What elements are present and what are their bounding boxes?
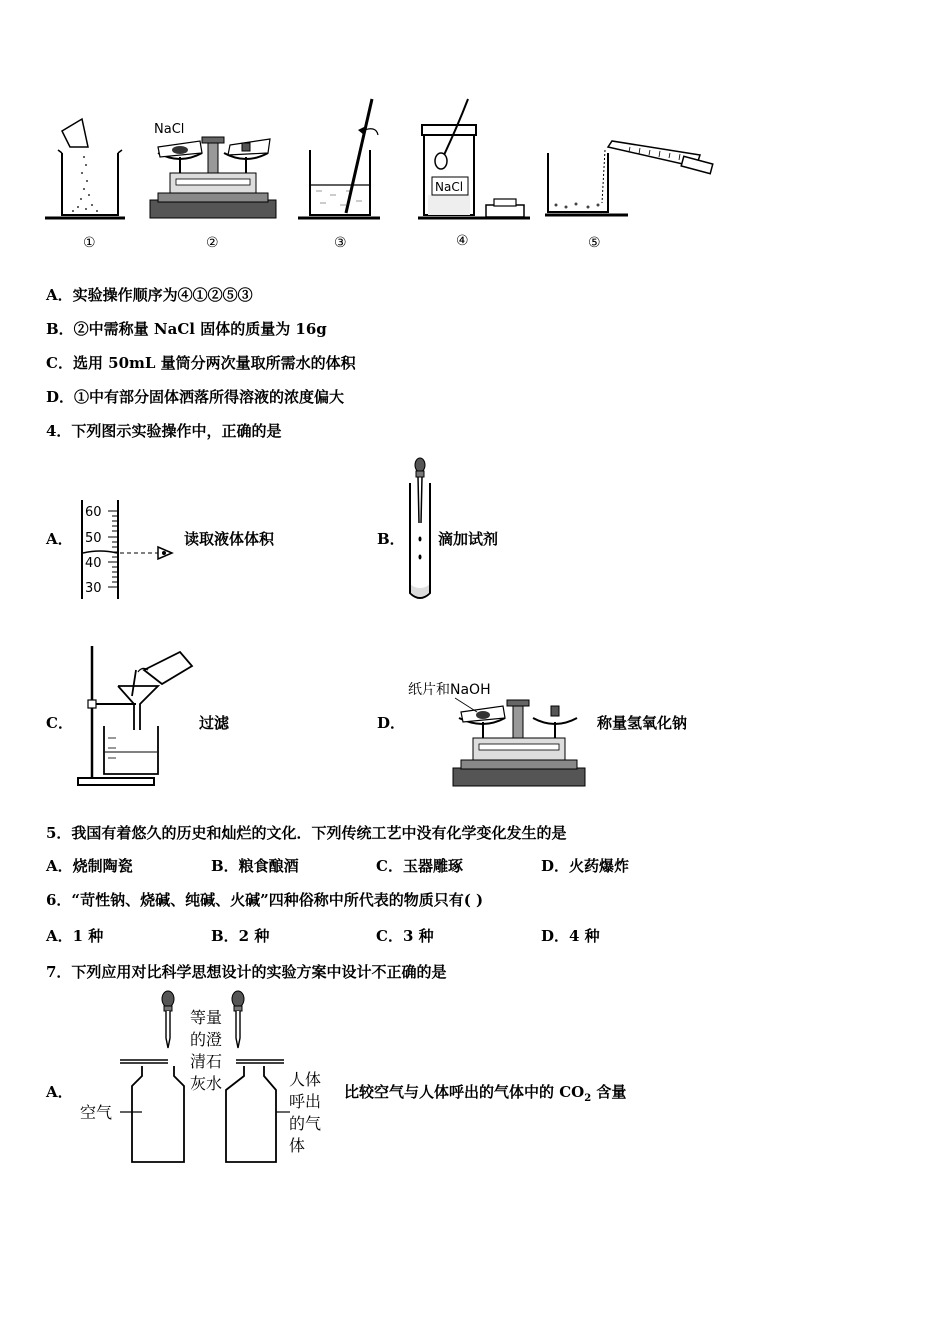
q4-b-caption: 滴加试剂	[438, 530, 499, 548]
q5-option-a: A．烧制陶瓷	[46, 857, 133, 875]
filtration-figure	[76, 640, 198, 788]
q4-c-caption: 过滤	[199, 714, 230, 732]
right-bottle-label-1: 人体	[289, 1070, 322, 1089]
q4-c-letter: C．	[46, 714, 73, 732]
q7-a-caption-main: 比较空气与人体呼出的气体中的 CO	[344, 1083, 585, 1101]
reagent-line-3: 清石	[190, 1052, 223, 1071]
right-bottle-label-3: 的气	[289, 1114, 322, 1133]
right-bottle-label-2: 呼出	[289, 1092, 322, 1111]
q3-option-b: B．②中需称量 NaCl 固体的质量为 16g	[46, 320, 327, 338]
step-label-4: ④	[456, 233, 469, 249]
nacl-jar-text: NaCl	[435, 180, 464, 194]
q3-option-d: D．①中有部分固体洒落所得溶液的浓度偏大	[46, 388, 345, 406]
q7-a-letter: A．	[46, 1083, 73, 1101]
q7-a-caption	[344, 1082, 626, 1109]
tick-60: 60	[85, 505, 102, 520]
tick-40: 40	[85, 556, 102, 571]
balance-nacl-figure	[150, 122, 276, 218]
nacl-scale-text: NaCl	[154, 122, 185, 137]
q7-a-caption-sub: 2	[584, 1093, 592, 1104]
q7-stem: 7．下列应用对比科学思想设计的实验方案中设计不正确的是	[46, 963, 447, 981]
q4-b-letter: B．	[377, 530, 405, 548]
q4-stem: 4．下列图示实验操作中，正确的是	[46, 422, 282, 440]
q3-option-c: C．选用 50mL 量筒分两次量取所需水的体积	[46, 354, 356, 372]
tick-30: 30	[85, 581, 102, 596]
q4-a-letter: A．	[46, 530, 73, 548]
tick-50: 50	[85, 531, 102, 546]
dropper-test-tube-figure	[402, 455, 438, 605]
q5-option-c: C．玉器雕琢	[376, 857, 463, 875]
left-bottle-label: 空气	[80, 1103, 113, 1122]
naoh-paper-text: 纸片和NaOH	[408, 682, 491, 698]
step-label-2: ②	[206, 235, 219, 251]
balance-naoh-figure	[405, 676, 595, 788]
q5-option-b: B．粮食酿酒	[211, 857, 299, 875]
right-bottle-label-4: 体	[289, 1136, 306, 1155]
q6-option-b: B．2 种	[211, 927, 270, 945]
gas-bottles-figure	[76, 990, 338, 1165]
q5-stem: 5．我国有着悠久的历史和灿烂的文化．下列传统工艺中没有化学变化发生的是	[46, 824, 567, 842]
q6-option-d: D．4 种	[541, 927, 600, 945]
cylinder-pour-figure	[545, 141, 713, 215]
step-label-5: ⑤	[588, 235, 601, 251]
step-label-1: ①	[83, 235, 96, 251]
q4-a-caption: 读取液体体积	[184, 530, 275, 548]
q5-option-d: D．火药爆炸	[541, 857, 630, 875]
q7-a-caption-tail: 含量	[591, 1083, 627, 1101]
graduated-cylinder-figure	[76, 495, 186, 605]
q6-stem: 6．“苛性钠、烧碱、纯碱、火碱”四种俗称中所代表的物质只有( )	[46, 891, 484, 909]
q3-figure-strip	[40, 95, 720, 260]
reagent-line-2: 的澄	[190, 1030, 223, 1049]
q4-d-caption: 称量氢氧化钠	[597, 714, 688, 732]
q6-option-c: C．3 种	[376, 927, 434, 945]
q4-d-letter: D．	[377, 714, 406, 732]
reagent-line-4: 灰水	[190, 1074, 223, 1093]
step-label-3: ③	[334, 235, 347, 251]
reagent-line-1: 等量	[190, 1008, 223, 1027]
q6-option-a: A．1 种	[46, 927, 104, 945]
beaker-pour-solid-figure	[45, 119, 125, 218]
q3-figures-svg	[40, 95, 720, 260]
q3-option-a: A．实验操作顺序为④①②⑤③	[46, 286, 253, 304]
reagent-jar-figure	[418, 99, 530, 218]
beaker-stir-figure	[298, 99, 380, 218]
